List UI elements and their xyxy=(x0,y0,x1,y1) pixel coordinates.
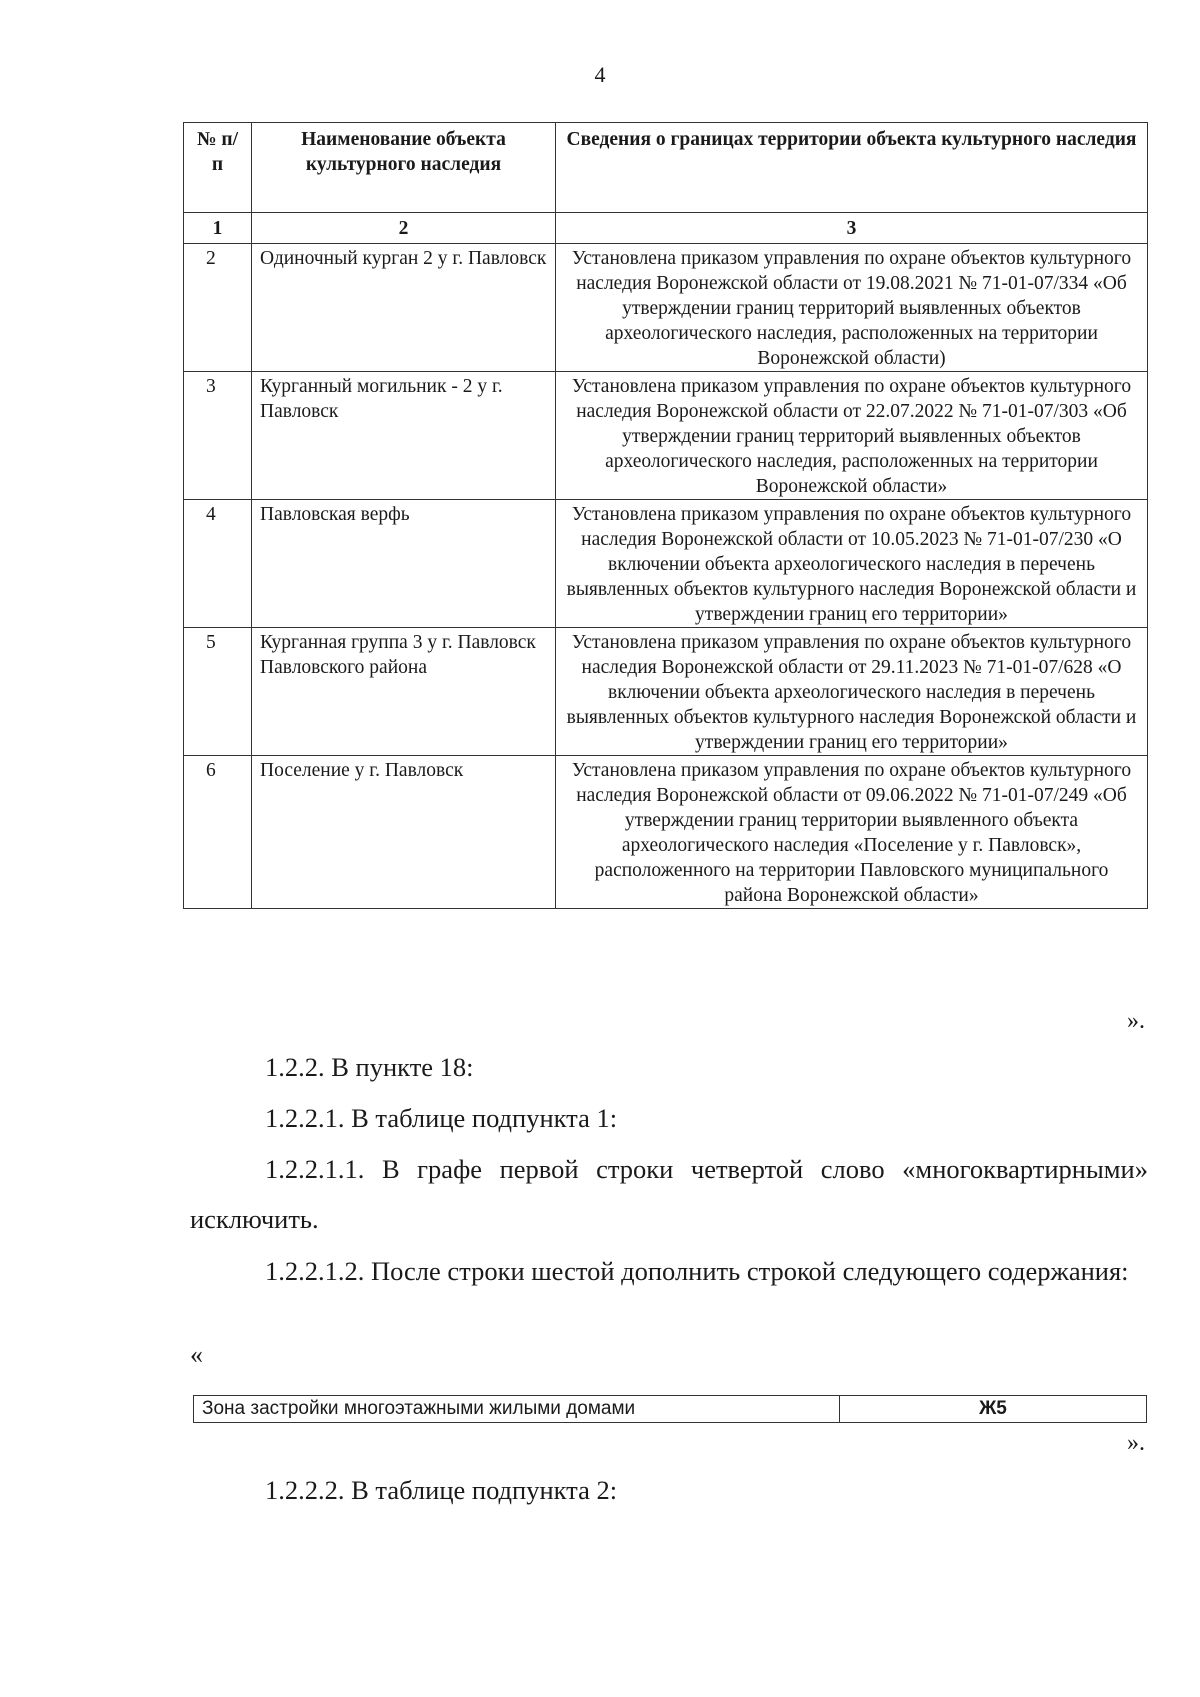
zone-row xyxy=(194,1396,1147,1423)
paragraph-1-2-2: 1.2.2. В пункте 18: xyxy=(265,1052,474,1082)
closing-quote-mark: ». xyxy=(1127,1430,1145,1456)
object-name: Павловская верфь xyxy=(252,500,556,628)
boundaries-info: Установлена приказом управления по охране объектов культурного наследия Воронежской области от 22.07.2022 № 71-01-07/303 «Об утверждении границ территорий выявленных объектов археологического наследия, расположенных на территории Воронежской области» xyxy=(556,372,1148,500)
boundaries-info: Установлена приказом управления по охране объектов культурного наследия Воронежской области от 29.11.2023 № 71-01-07/628 «О включении объекта археологического наследия в перечень выявленных объектов культурного наследия Воронежской области и утверждении границ его территории» xyxy=(556,628,1148,756)
object-name: Поселение у г. Павловск xyxy=(252,756,556,909)
zone-table xyxy=(193,1395,1147,1423)
table-row xyxy=(184,372,1148,500)
row-number: 5 xyxy=(184,628,252,756)
boundaries-info: Установлена приказом управления по охране объектов культурного наследия Воронежской области от 10.05.2023 № 71-01-07/230 «О включении объекта археологического наследия в перечень выявленных объектов культурного наследия Воронежской области и утверждении границ его территории» xyxy=(556,500,1148,628)
header-number: № п/п xyxy=(184,123,252,213)
row-number: 6 xyxy=(184,756,252,909)
header-object-name: Наименование объекта культурного наследия xyxy=(252,123,556,213)
boundaries-info: Установлена приказом управления по охране объектов культурного наследия Воронежской области от 19.08.2021 № 71-01-07/334 «Об утверждении границ территорий выявленных объектов археологического наследия, расположенных на территории Воронежской области) xyxy=(556,244,1148,372)
table-row xyxy=(184,628,1148,756)
table-header-row xyxy=(184,123,1148,213)
closing-quote-mark: ». xyxy=(1127,1008,1145,1034)
header-boundaries-info: Сведения о границах территории объекта культурного наследия xyxy=(556,123,1148,213)
column-number: 3 xyxy=(556,213,1148,244)
table-row xyxy=(184,756,1148,909)
table-row xyxy=(184,244,1148,372)
opening-quote-mark: « xyxy=(190,1340,203,1369)
table-row xyxy=(184,500,1148,628)
column-number: 1 xyxy=(184,213,252,244)
row-number: 3 xyxy=(184,372,252,500)
zone-code: Ж5 xyxy=(840,1396,1147,1423)
paragraph-1-2-2-2: 1.2.2.2. В таблице подпункта 2: xyxy=(265,1475,618,1505)
row-number: 4 xyxy=(184,500,252,628)
paragraph-1-2-2-1-1: 1.2.2.1.1. В графе первой строки четвертой слово «многоквартирными» исключить. xyxy=(190,1154,1148,1234)
column-number: 2 xyxy=(252,213,556,244)
paragraph-1-2-2-1: 1.2.2.1. В таблице подпункта 1: xyxy=(265,1103,618,1133)
paragraph-1-2-2-1-2: 1.2.2.1.2. После строки шестой дополнить строкой следующего содержания: xyxy=(265,1256,1129,1286)
object-name: Курганная группа 3 у г. Павловск Павловского района xyxy=(252,628,556,756)
column-numbers-row xyxy=(184,213,1148,244)
boundaries-info: Установлена приказом управления по охране объектов культурного наследия Воронежской области от 09.06.2022 № 71-01-07/249 «Об утверждении границ территории выявленного объекта археологического наследия «Поселение у г. Павловск», расположенного на территории Павловского муниципального района Воронежской области» xyxy=(556,756,1148,909)
object-name: Курганный могильник - 2 у г. Павловск xyxy=(252,372,556,500)
heritage-objects-table xyxy=(183,122,1148,909)
page-number: 4 xyxy=(594,62,606,87)
row-number: 2 xyxy=(184,244,252,372)
zone-name: Зона застройки многоэтажными жилыми домами xyxy=(194,1396,840,1423)
object-name: Одиночный курган 2 у г. Павловск xyxy=(252,244,556,372)
